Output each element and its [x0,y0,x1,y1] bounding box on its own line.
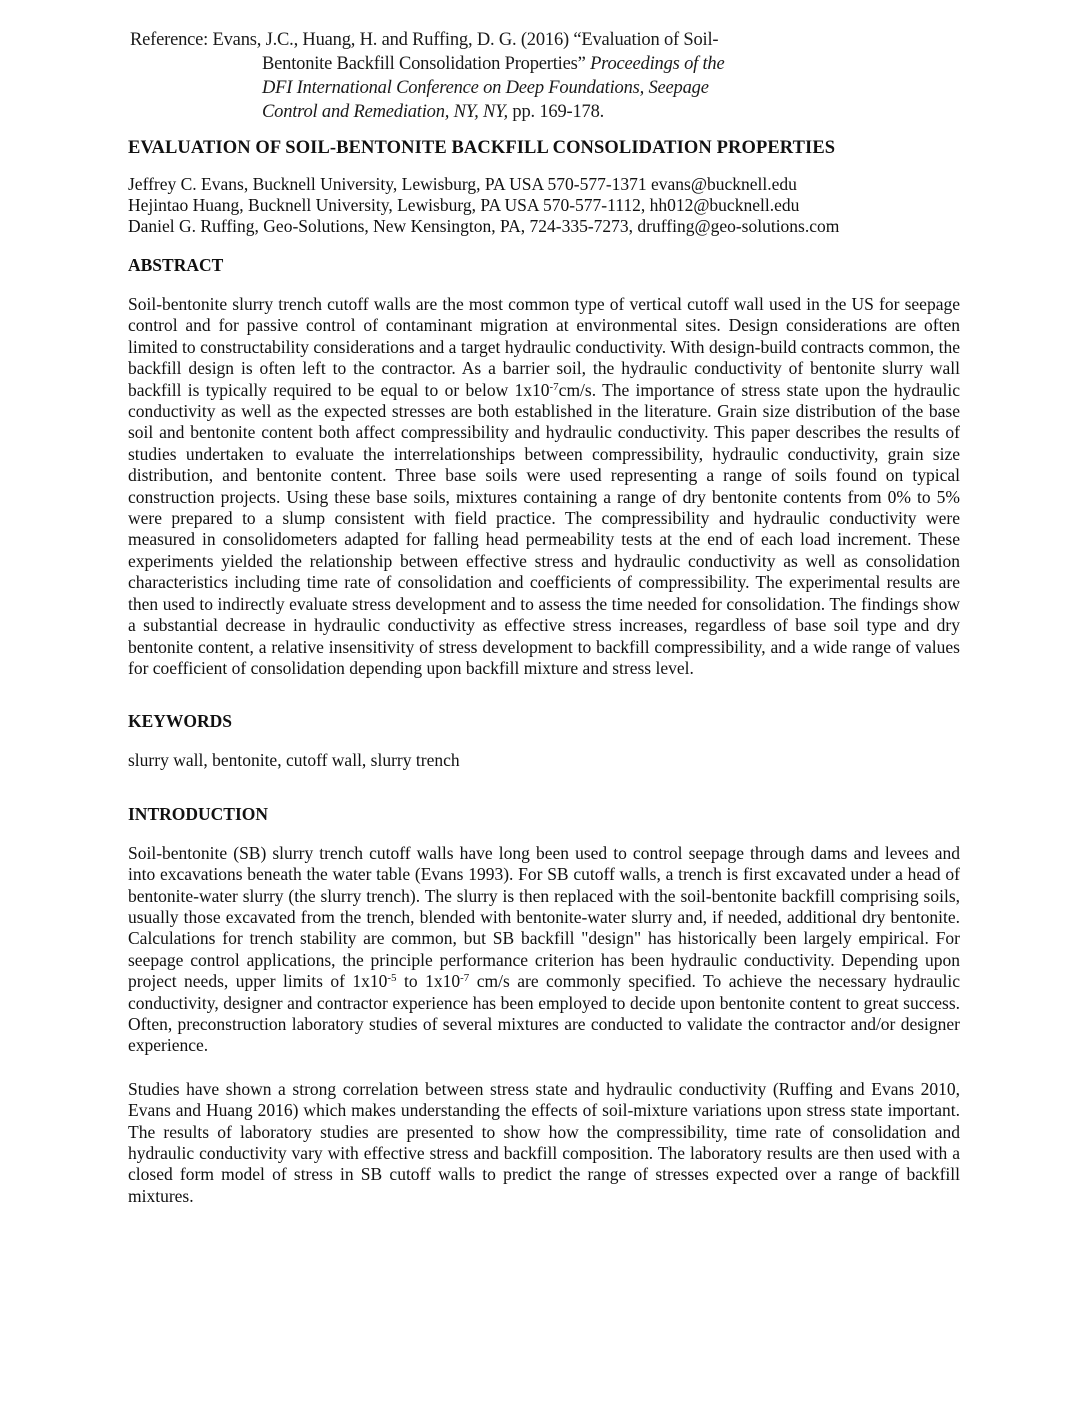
keywords-text: slurry wall, bentonite, cutoff wall, slurry trench [128,750,460,771]
exponent: -7 [460,972,470,985]
reference-line [130,100,960,124]
abstract-paragraph [128,294,960,679]
reference-text: pp. 169-178. [512,102,605,122]
reference-line [130,76,960,100]
introduction-paragraph: Studies have shown a strong correlation between stress state and hydraulic conductivity (Ruffing and Evans 2010, Evans and Huang 2016) which makes understanding the effects of soil-mixture variations upon stress state important. The results of laboratory studies are presented to show how the compressibility, time rate of consolidation and hydraulic conductivity vary with effective stress and backfill composition. The laboratory results are then used with a closed form model of stress in SB cutoff walls to predict the range of stresses expected over a range of backfill mixtures. [128,1078,960,1206]
author-line: Daniel G. Ruffing, Geo-Solutions, New Kensington, PA, 724-335-7273, druffing@geo-solutions.com [128,216,840,236]
paragraph-text: Soil-bentonite (SB) slurry trench cutoff walls have long been used to control seepage through dams and levees and into excavations beneath the water table (Evans 1993). For SB cutoff walls, a trench is first excavated under a head of bentonite-water slurry (the slurry trench). The slurry is then replaced with the soil-bentonite backfill comprising soils, usually those excavated from the trench, blended with bentonite-water slurry and, if needed, additional dry bentonite. Calculations for trench stability are common, but SB backfill "design" has historically been largely empirical. For seepage control applications, the principle performance criterion has been hydraulic conductivity. Depending upon project needs, upper limits of 1x10 [128,842,960,992]
reference-text: Bentonite Backfill Consolidation Properties” [262,54,591,74]
introduction-heading: INTRODUCTION [128,803,269,824]
abstract-text: Soil-bentonite slurry trench cutoff walls are the most common type of vertical cutoff wall used in the US for seepage control and for passive control of contaminant migration at environmental sites. Design considerations are often limited to constructability considerations and a target hydraulic conductivity. With design-build contracts common, the backfill design is often left to the contractor. As a barrier soil, the hydraulic conductivity of bentonite slurry wall backfill is typically required to be equal to or below 1x10 [128,294,960,400]
abstract-text: cm/s. The importance of stress state upon the hydraulic conductivity as well as the expected stresses are both established in the literature. Grain size distribution of the base soil and bentonite content both affect compressibility and hydraulic conductivity. This paper describes the results of studies undertaken to evaluate the interrelationships between compressibility, hydraulic conductivity, grain size distribution, and bentonite content. Three base soils were used representing a range of soils found on typical construction projects. Using these base soils, mixtures containing a range of dry bentonite contents from 0% to 5% were prepared to a slump consistent with field practice. The compressibility and hydraulic conductivity were measured in consolidometers adapted for falling head permeability tests at the end of each load increment. These experiments yielded the relationship between effective stress and hydraulic conductivity as well as consolidation characteristics including time rate of consolidation and coefficients of compressibility. The experimental results are then used to indirectly evaluate stress development and to assess the time needed for consolidation. The findings show a substantial decrease in hydraulic conductivity as effective stress increases, regardless of base soil type and dry bentonite content, a relative insensitivity of stress development to backfill compressibility, and a wide range of values for coefficient of consolidation depending upon backfill mixture and stress level. [128,379,960,678]
paragraph-text: cm/s are commonly specified. To achieve the necessary hydraulic conductivity, designer and contractor experience has been employed to decide upon bentonite content to great success. Often, preconstruction laboratory studies of several mixtures are conducted to validate the contractor and/or designer experience. [128,971,960,1056]
exponent: -5 [387,972,397,985]
abstract-heading: ABSTRACT [128,255,224,275]
reference-text: Reference: Evans, J.C., Huang, H. and Ruffing, D. G. (2016) “Evaluation of Soil- [130,30,719,50]
author-line: Hejintao Huang, Bucknell University, Lewisburg, PA USA 570-577-1112, hh012@bucknell.edu [128,195,800,215]
reference-line [130,52,960,76]
keywords-heading: KEYWORDS [128,711,233,732]
exponent: -7 [549,380,559,393]
reference-text-italic: Proceedings of the [590,54,725,74]
paragraph-text: to 1x10 [396,971,461,992]
introduction-paragraph [128,843,960,1057]
reference-citation [130,28,960,124]
paper-title: EVALUATION OF SOIL-BENTONITE BACKFILL CONSOLIDATION PROPERTIES [128,138,836,158]
reference-line [130,28,960,52]
paper-page [128,28,960,1207]
reference-text-italic: Control and Remediation, NY, NY, [262,102,513,122]
author-list [128,174,960,237]
author-line: Jeffrey C. Evans, Bucknell University, Lewisburg, PA USA 570-577-1371 evans@bucknell.edu [128,174,797,194]
reference-text-italic: DFI International Conference on Deep Foundations, Seepage [262,78,709,98]
